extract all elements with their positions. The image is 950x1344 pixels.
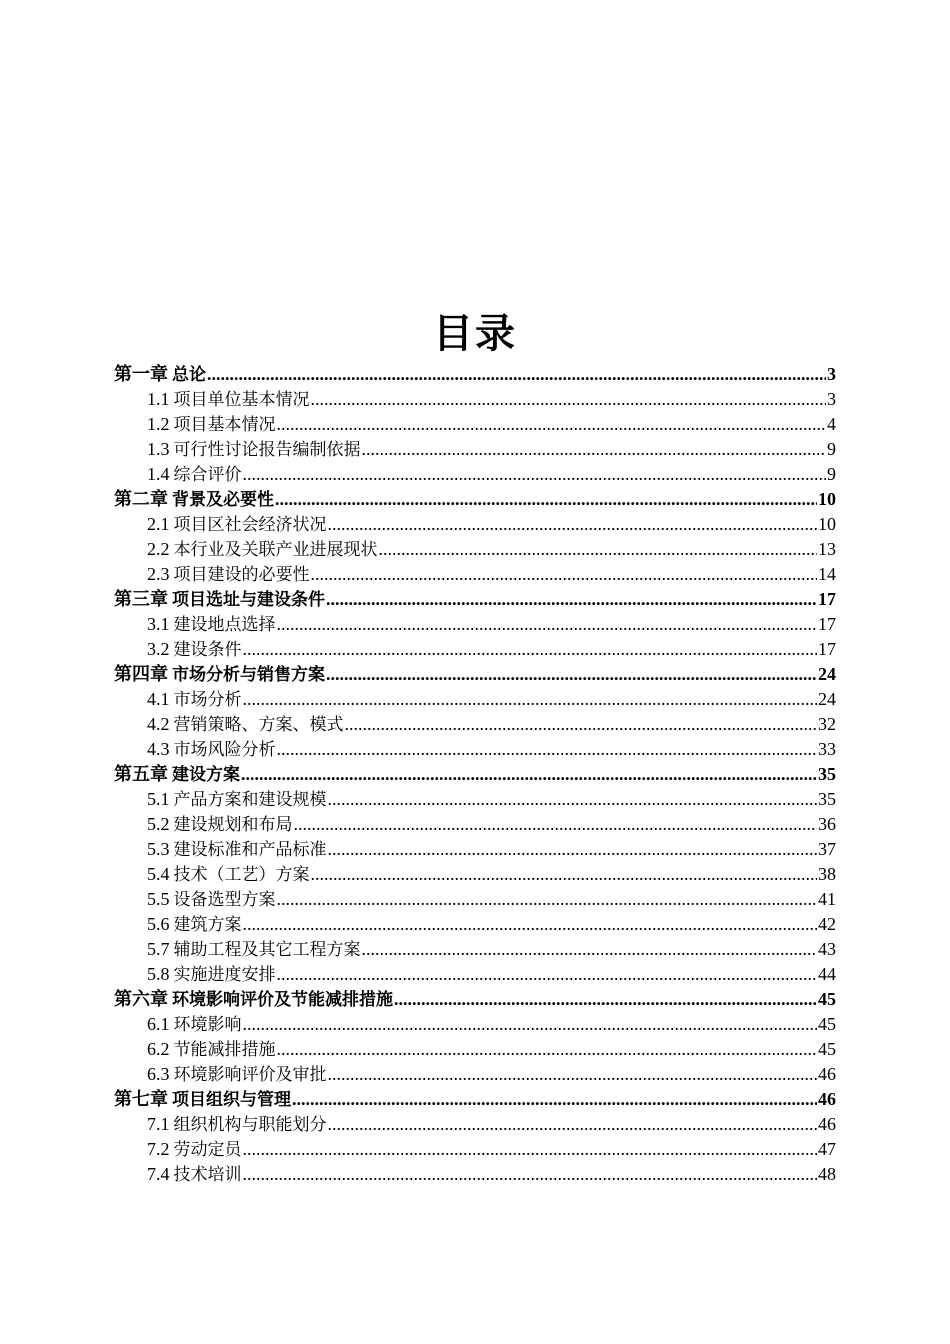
toc-dot-leader [277,612,818,637]
toc-page-number: 32 [818,714,836,734]
toc-dot-leader [362,437,827,462]
toc-dot-leader [345,712,818,737]
toc-dot-leader [362,937,818,962]
toc-entry-number: 5.4 [147,864,170,884]
toc-page-number: 17 [818,589,836,609]
toc-section-entry[interactable] [114,937,836,962]
toc-page-number: 9 [827,464,836,484]
toc-entry-title: 项目建设的必要性 [173,565,310,585]
toc-entry-number: 7.2 [147,1139,170,1159]
table-of-contents [114,362,836,1187]
toc-page-number: 45 [818,1014,836,1034]
toc-entry-title: 劳动定员 [173,1140,242,1160]
toc-dot-leader [243,637,818,662]
toc-section-entry[interactable] [114,812,836,837]
toc-chapter-entry[interactable] [114,987,836,1012]
toc-page-number: 10 [818,514,836,534]
toc-section-entry[interactable] [114,437,836,462]
toc-entry-number: 第三章 [114,589,168,609]
toc-section-entry[interactable] [114,887,836,912]
toc-entry-title: 市场分析与销售方案 [172,665,325,685]
toc-dot-leader [277,737,818,762]
toc-dot-leader [243,912,818,937]
toc-section-entry[interactable] [114,1012,836,1037]
toc-entry-title: 总论 [172,365,206,385]
toc-dot-leader [328,787,818,812]
toc-entry-number: 1.3 [147,439,170,459]
toc-dot-leader [277,962,818,987]
toc-page-number: 38 [818,864,836,884]
toc-entry-title: 市场分析 [173,690,242,710]
toc-entry-number: 5.3 [147,839,170,859]
toc-page-number: 4 [827,414,836,434]
toc-entry-title: 背景及必要性 [172,490,274,510]
toc-dot-leader [311,562,818,587]
toc-entry-number: 1.4 [147,464,170,484]
toc-entry-title: 建设地点选择 [173,615,276,635]
toc-dot-leader [311,862,818,887]
toc-entry-number: 5.1 [147,789,170,809]
toc-dot-leader [243,462,827,487]
toc-section-entry[interactable] [114,537,836,562]
toc-entry-number: 3.1 [147,614,170,634]
toc-page-number: 33 [818,739,836,759]
toc-chapter-entry[interactable] [114,1087,836,1112]
toc-entry-number: 7.4 [147,1164,170,1184]
toc-section-entry[interactable] [114,912,836,937]
toc-entry-number: 6.3 [147,1064,170,1084]
toc-dot-leader [294,812,818,837]
toc-entry-title: 建设规划和布局 [173,815,293,835]
toc-dot-leader [311,387,827,412]
toc-entry-number: 6.1 [147,1014,170,1034]
toc-dot-leader [243,1162,818,1187]
toc-entry-number: 5.6 [147,914,170,934]
toc-dot-leader [394,987,817,1012]
toc-page-number: 47 [818,1139,836,1159]
toc-entry-number: 4.2 [147,714,170,734]
toc-section-entry[interactable] [114,462,836,487]
toc-section-entry[interactable] [114,1112,836,1137]
toc-entry-number: 第二章 [114,489,168,509]
toc-page-number: 10 [818,489,836,509]
toc-entry-title: 建设条件 [173,640,242,660]
toc-page-number: 45 [818,989,836,1009]
toc-section-entry[interactable] [114,512,836,537]
toc-entry-number: 3.2 [147,639,170,659]
toc-entry-number: 1.1 [147,389,170,409]
toc-title: 目录 [433,311,517,357]
toc-entry-title: 项目区社会经济状况 [173,515,327,535]
toc-entry-title: 可行性讨论报告编制依据 [173,440,361,460]
toc-page-number: 45 [818,1039,836,1059]
toc-page-number: 43 [818,939,836,959]
toc-page-number: 17 [818,639,836,659]
toc-entry-number: 4.3 [147,739,170,759]
toc-entry-title: 本行业及关联产业进展现状 [173,540,378,560]
toc-entry-title: 市场风险分析 [173,740,276,760]
toc-section-entry[interactable] [114,562,836,587]
toc-page-number: 9 [827,439,836,459]
toc-dot-leader [275,487,817,512]
toc-page-number: 14 [818,564,836,584]
toc-page-number: 46 [818,1114,836,1134]
toc-page-number: 24 [818,664,836,684]
toc-entry-title: 环境影响评价及节能减排措施 [172,990,393,1010]
toc-dot-leader [328,1112,818,1137]
toc-section-entry[interactable] [114,1162,836,1187]
toc-section-entry[interactable] [114,962,836,987]
toc-page-number: 42 [818,914,836,934]
toc-entry-title: 营销策略、方案、模式 [173,715,344,735]
toc-section-entry[interactable] [114,712,836,737]
toc-entry-title: 节能减排措施 [173,1040,276,1060]
toc-page-number: 3 [827,389,836,409]
toc-section-entry[interactable] [114,787,836,812]
toc-section-entry[interactable] [114,612,836,637]
toc-entry-number: 第五章 [114,764,168,784]
toc-section-entry[interactable] [114,862,836,887]
toc-chapter-entry[interactable] [114,662,836,687]
toc-dot-leader [326,662,817,687]
toc-page-number: 41 [818,889,836,909]
toc-page-number: 44 [818,964,836,984]
toc-dot-leader [328,512,818,537]
toc-dot-leader [241,762,817,787]
toc-entry-number: 4.1 [147,689,170,709]
toc-dot-leader [277,412,827,437]
toc-entry-number: 1.2 [147,414,170,434]
toc-page-number: 17 [818,614,836,634]
toc-entry-number: 2.1 [147,514,170,534]
toc-dot-leader [277,1037,818,1062]
toc-dot-leader [277,887,818,912]
toc-page-number: 46 [818,1089,836,1109]
toc-entry-title: 项目单位基本情况 [173,390,310,410]
toc-section-entry[interactable] [114,1062,836,1087]
toc-entry-number: 2.3 [147,564,170,584]
toc-section-entry[interactable] [114,737,836,762]
toc-entry-title: 环境影响 [173,1015,242,1035]
toc-page-number: 46 [818,1064,836,1084]
toc-entry-number: 7.1 [147,1114,170,1134]
toc-page-number: 3 [827,364,836,384]
toc-entry-number: 第一章 [114,364,168,384]
toc-entry-title: 建设标准和产品标准 [173,840,327,860]
toc-page-number: 36 [818,814,836,834]
toc-chapter-entry[interactable] [114,487,836,512]
toc-dot-leader [328,837,818,862]
toc-entry-title: 组织机构与职能划分 [173,1115,327,1135]
toc-entry-number: 6.2 [147,1039,170,1059]
toc-entry-title: 建设方案 [172,765,240,785]
toc-dot-leader [292,1087,817,1112]
toc-page-number: 37 [818,839,836,859]
toc-entry-title: 综合评价 [173,465,242,485]
toc-dot-leader [243,1137,818,1162]
toc-entry-number: 2.2 [147,539,170,559]
toc-page-number: 13 [818,539,836,559]
toc-section-entry[interactable] [114,1137,836,1162]
toc-chapter-entry[interactable] [114,762,836,787]
toc-dot-leader [243,687,818,712]
toc-chapter-entry[interactable] [114,362,836,387]
toc-entry-title: 产品方案和建设规模 [173,790,327,810]
toc-entry-number: 5.5 [147,889,170,909]
toc-page-number: 35 [818,764,836,784]
toc-chapter-entry[interactable] [114,587,836,612]
toc-entry-number: 第七章 [114,1089,168,1109]
toc-dot-leader [328,1062,818,1087]
toc-entry-title: 技术（工艺）方案 [173,865,310,885]
toc-entry-number: 第四章 [114,664,168,684]
toc-section-entry[interactable] [114,412,836,437]
toc-section-entry[interactable] [114,687,836,712]
toc-entry-title: 实施进度安排 [173,965,276,985]
toc-section-entry[interactable] [114,637,836,662]
toc-page-number: 24 [818,689,836,709]
toc-dot-leader [207,362,826,387]
toc-entry-title: 辅助工程及其它工程方案 [173,940,361,960]
toc-entry-number: 5.2 [147,814,170,834]
toc-dot-leader [326,587,817,612]
toc-section-entry[interactable] [114,837,836,862]
toc-entry-title: 项目组织与管理 [172,1090,291,1110]
toc-dot-leader [379,537,818,562]
toc-entry-number: 5.8 [147,964,170,984]
toc-entry-title: 项目基本情况 [173,415,276,435]
toc-entry-title: 设备选型方案 [173,890,276,910]
toc-page-number: 48 [818,1164,836,1184]
toc-dot-leader [243,1012,818,1037]
toc-section-entry[interactable] [114,387,836,412]
toc-entry-title: 项目选址与建设条件 [172,590,325,610]
toc-entry-title: 环境影响评价及审批 [173,1065,327,1085]
toc-section-entry[interactable] [114,1037,836,1062]
toc-entry-title: 技术培训 [173,1165,242,1185]
toc-entry-number: 第六章 [114,989,168,1009]
toc-page-number: 35 [818,789,836,809]
toc-entry-number: 5.7 [147,939,170,959]
toc-entry-title: 建筑方案 [173,915,242,935]
